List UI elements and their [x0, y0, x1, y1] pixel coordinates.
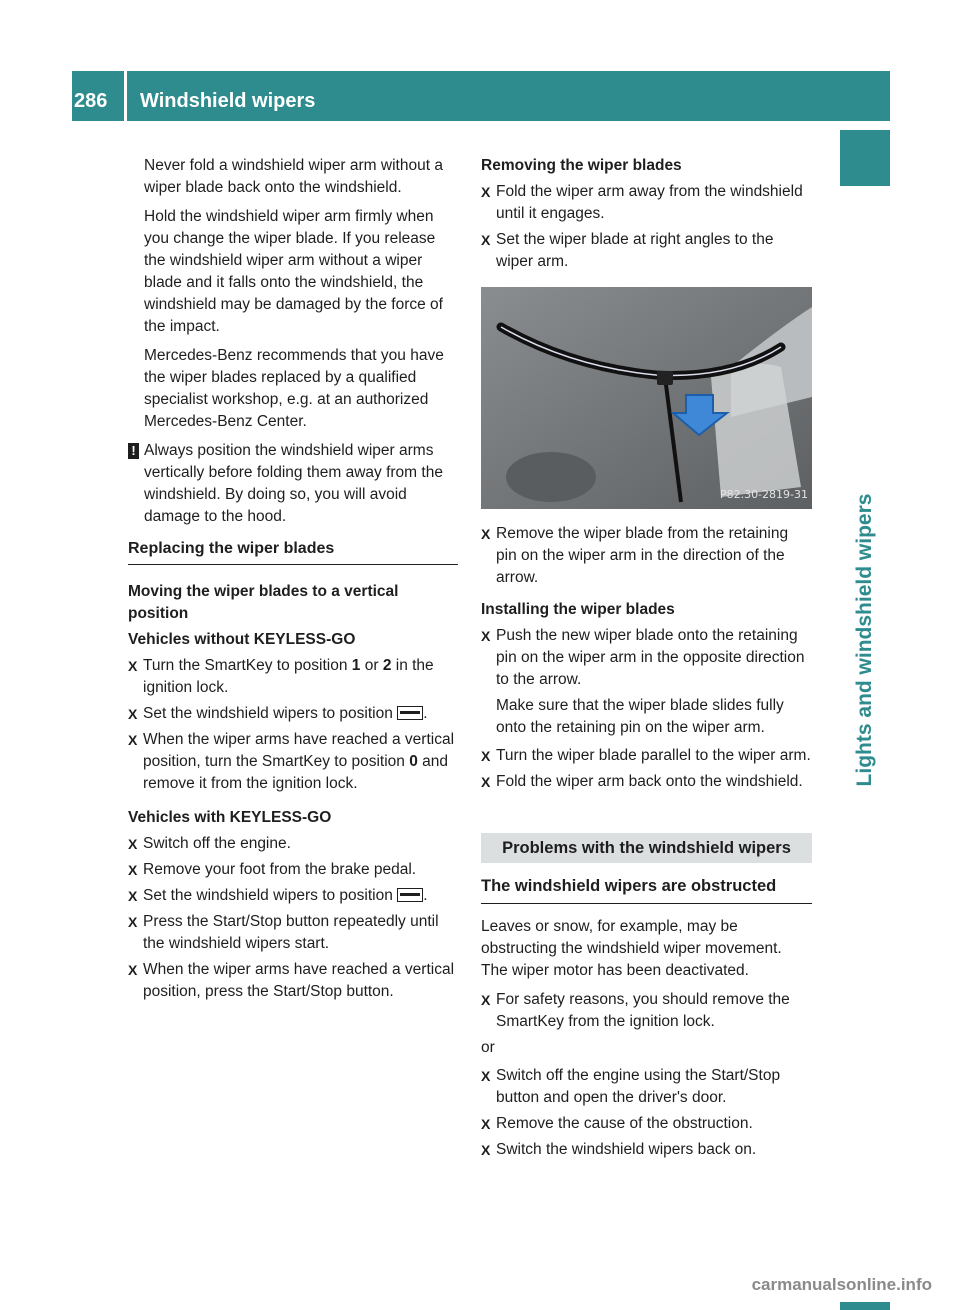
step-arrow-icon: X: [128, 706, 138, 722]
step-item: [481, 1113, 812, 1135]
step-text: Switch off the engine using the Start/Stop button and open the driver's door.: [496, 1067, 781, 1106]
step-item: [128, 833, 458, 855]
step-item: [481, 625, 812, 691]
step-arrow-icon: X: [481, 1142, 491, 1158]
step-text: Turn the SmartKey to position: [143, 657, 352, 674]
step-arrow-icon: X: [481, 748, 491, 764]
subheading-moving-vertical: Moving the wiper blades to a vertical position: [128, 583, 399, 622]
step-item: [481, 989, 812, 1033]
step-arrow-icon: X: [481, 1068, 491, 1084]
step-item: [128, 655, 458, 699]
step-text: When the wiper arms have reached a vertical position, turn the SmartKey to position: [143, 731, 455, 770]
step-item: [481, 745, 812, 767]
wiper-blade-illustration: [481, 287, 812, 509]
caution-note-text: Always position the windshield wiper arms vertically before folding them away from the windshield. By doing so, you will avoid damage to the hood.: [144, 442, 443, 525]
step-arrow-icon: X: [128, 914, 138, 930]
step-text: Switch the windshield wipers back on.: [496, 1141, 757, 1158]
step-item: [128, 911, 458, 955]
step-text: Set the wiper blade at right angles to the wiper arm.: [496, 231, 774, 270]
step-text: Turn the wiper blade parallel to the wiper arm.: [496, 747, 811, 764]
step-text: Fold the wiper arm away from the windshield until it engages.: [496, 183, 803, 222]
subheading-without-keyless: Vehicles without KEYLESS-GO: [128, 631, 356, 648]
wiper-position-symbol-icon: [397, 706, 423, 720]
step-text: Push the new wiper blade onto the retaining pin on the wiper arm in the opposite direction to the arrow.: [496, 627, 805, 688]
step-extra-text: Make sure that the wiper blade slides fully onto the retaining pin on the wiper arm.: [496, 697, 784, 736]
position-value: 2: [382, 657, 392, 674]
step-arrow-icon: X: [481, 1116, 491, 1132]
or-text: or: [481, 1039, 495, 1056]
step-text: Set the windshield wipers to position: [143, 887, 393, 904]
wiper-position-symbol-icon: [397, 888, 423, 902]
step-item: [481, 523, 812, 589]
step-item: X Set the windshield wipers to position .: [128, 703, 458, 725]
step-arrow-icon: X: [481, 232, 491, 248]
step-text: Press the Start/Stop button repeatedly until the windshield wipers start.: [143, 913, 439, 952]
step-item: X Set the windshield wipers to position .: [128, 885, 458, 907]
section-banner-problems: Problems with the windshield wipers: [481, 833, 812, 863]
step-text: Remove your foot from the brake pedal.: [143, 861, 417, 878]
step-arrow-icon: X: [128, 962, 138, 978]
step-item: [481, 181, 812, 225]
step-arrow-icon: X: [128, 732, 138, 748]
step-text: Remove the cause of the obstruction.: [496, 1115, 753, 1132]
step-item: [481, 1065, 812, 1109]
step-text: in the ignition lock.: [143, 657, 434, 696]
step-text: Remove the wiper blade from the retaining pin on the wiper arm in the direction of the arrow.: [496, 525, 789, 586]
step-item: [128, 729, 458, 795]
figure-reference-code: P82.30-2819-31: [719, 488, 808, 501]
step-arrow-icon: X: [481, 774, 491, 790]
step-text: For safety reasons, you should remove the SmartKey from the ignition lock.: [496, 991, 790, 1030]
wiper-blade-figure: [481, 287, 812, 509]
side-tab-label: Lights and windshield wipers: [853, 493, 876, 787]
step-text: and remove it from the ignition lock.: [143, 753, 449, 792]
step-text: When the wiper arms have reached a vertical position, press the Start/Stop button.: [143, 961, 455, 1000]
subheading-with-keyless: Vehicles with KEYLESS-GO: [128, 809, 332, 826]
step-text: Set the windshield wipers to position: [143, 705, 393, 722]
warning-icon: !: [128, 443, 139, 459]
subheading-removing: Removing the wiper blades: [481, 157, 682, 174]
step-text: or: [360, 657, 383, 674]
step-arrow-icon: X: [128, 658, 138, 674]
step-item: [481, 229, 812, 273]
section-heading-replacing: Replacing the wiper blades: [128, 538, 458, 565]
header-divider: [124, 71, 127, 121]
left-column: [128, 155, 458, 1007]
step-item: [481, 1139, 812, 1161]
step-arrow-icon: X: [128, 862, 138, 878]
step-text: Fold the wiper arm back onto the windshield.: [496, 773, 803, 790]
step-arrow-icon: X: [128, 888, 138, 904]
page-number: 286: [74, 90, 108, 112]
paragraph-never-fold: Never fold a windshield wiper arm without a wiper blade back onto the windshield.: [144, 157, 443, 196]
step-text: Switch off the engine.: [143, 835, 291, 852]
paragraph-hold-arm: Hold the windshield wiper arm firmly when you change the wiper blade. If you release the windshield wiper arm without a wiper blade and it falls onto the windshield, the windshield may be damaged by the force of the impact.: [144, 208, 443, 335]
page-title: Windshield wipers: [140, 90, 316, 112]
step-item: [128, 959, 458, 1003]
step-item: [128, 859, 458, 881]
paragraph-obstructed: Leaves or snow, for example, may be obstructing the windshield wiper movement. The wiper motor has been deactivated.: [481, 918, 782, 979]
step-arrow-icon: X: [481, 526, 491, 542]
step-arrow-icon: X: [128, 836, 138, 852]
step-arrow-icon: X: [481, 628, 491, 644]
step-arrow-icon: X: [481, 992, 491, 1008]
right-column: [481, 155, 812, 1165]
paragraph-recommendation: Mercedes-Benz recommends that you have the wiper blades replaced by a qualified specialist workshop, e.g. at an authorized Mercedes-Benz Center.: [144, 347, 444, 430]
watermark: carmanualsonline.info: [751, 1275, 932, 1294]
section-heading-obstructed: The windshield wipers are obstructed: [481, 875, 812, 904]
subheading-installing: Installing the wiper blades: [481, 601, 675, 618]
position-value: 1: [351, 657, 361, 674]
position-value: 0: [409, 753, 418, 770]
step-arrow-icon: X: [481, 184, 491, 200]
step-item: [481, 771, 812, 793]
caution-note: [128, 440, 458, 528]
